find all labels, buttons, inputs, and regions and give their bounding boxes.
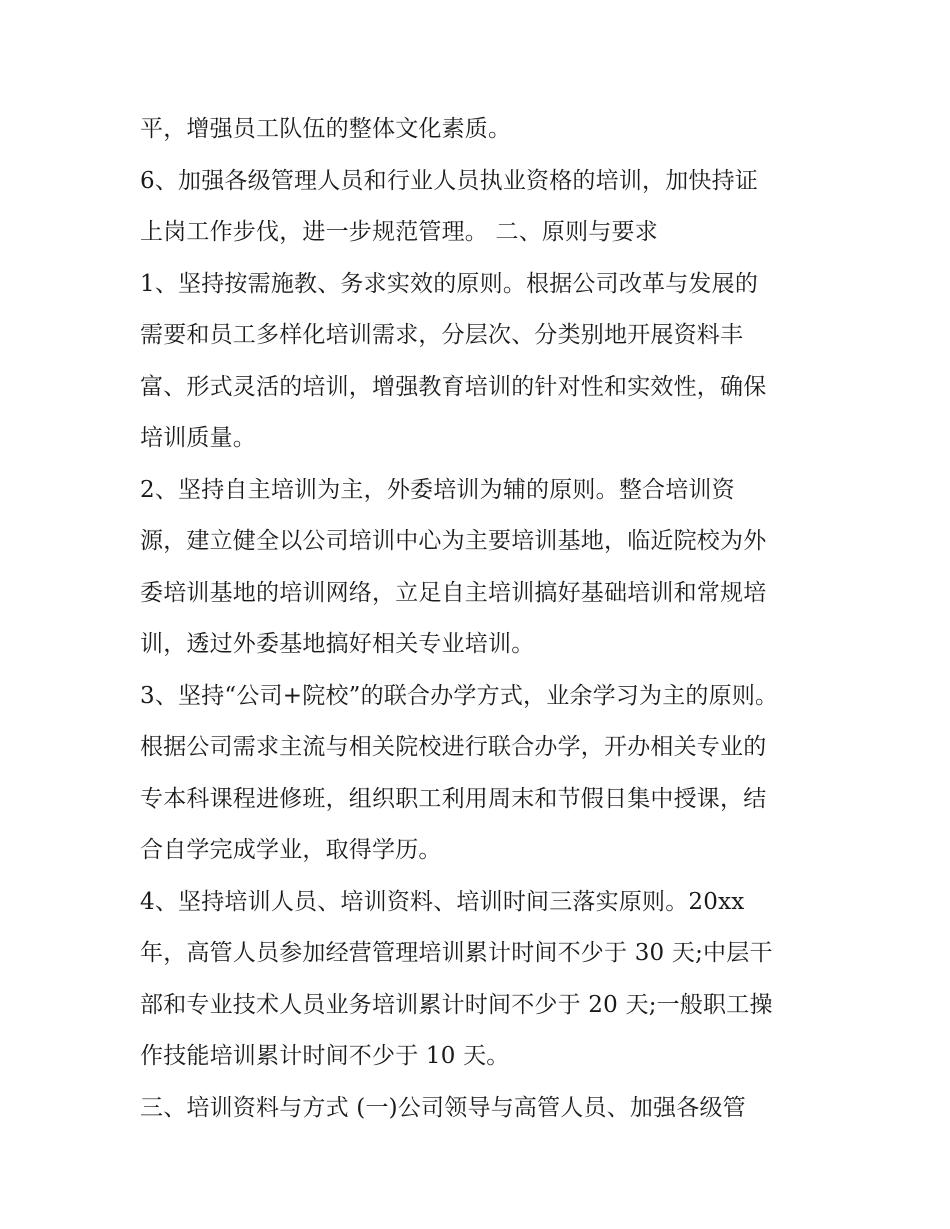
text-line: 作技能培训累计时间不少于 10 天。 (140, 1043, 510, 1069)
text-line: 富、形式灵活的培训，增强教育培训的针对性和实效性，确保 (140, 373, 767, 400)
text-line: 专本科课程进修班，组织职工利用周末和节假日集中授课，结 (140, 785, 767, 812)
body-text (140, 104, 840, 1134)
text-line: 平，增强员工队伍的整体文化素质。 (140, 116, 512, 142)
text-line: 三、培训资料与方式 (一)公司领导与高管人员、加强各级管 (140, 1094, 746, 1121)
text-line: 合自学完成学业，取得学历。 (140, 837, 442, 863)
text-line: 需要和员工多样化培训需求，分层次、分类别地开展资料丰 (140, 322, 744, 348)
text-line: 2、坚持自主培训为主，外委培训为辅的原则。整合培训资 (140, 476, 735, 503)
text-line: 3、坚持“公司+院校”的联合办学方式，业余学习为主的原则。 (140, 682, 779, 709)
text-line: 4、坚持培训人员、培训资料、培训时间三落实原则。20xx (140, 888, 745, 915)
text-line: 年，高管人员参加经营管理培训累计时间不少于 30 天;中层干 (140, 940, 773, 966)
text-line: 部和专业技术人员业务培训累计时间不少于 20 天;一般职工操 (140, 991, 773, 1018)
text-line: 上岗工作步伐，进一步规范管理。 二、原则与要求 (140, 219, 658, 245)
text-line: 源，建立健全以公司培训中心为主要培训基地，临近院校为外 (140, 528, 767, 554)
text-line: 培训质量。 (140, 425, 256, 451)
text-line: 6、加强各级管理人员和行业人员执业资格的培训，加快持证 (140, 167, 759, 194)
text-line: 训，透过外委基地搞好相关专业培训。 (140, 631, 535, 657)
text-line: 委培训基地的培训网络，立足自主培训搞好基础培训和常规培 (140, 579, 767, 606)
text-line: 根据公司需求主流与相关院校进行联合办学，开办相关专业的 (140, 734, 767, 760)
text-line: 1、坚持按需施教、务求实效的原则。根据公司改革与发展的 (140, 270, 759, 297)
